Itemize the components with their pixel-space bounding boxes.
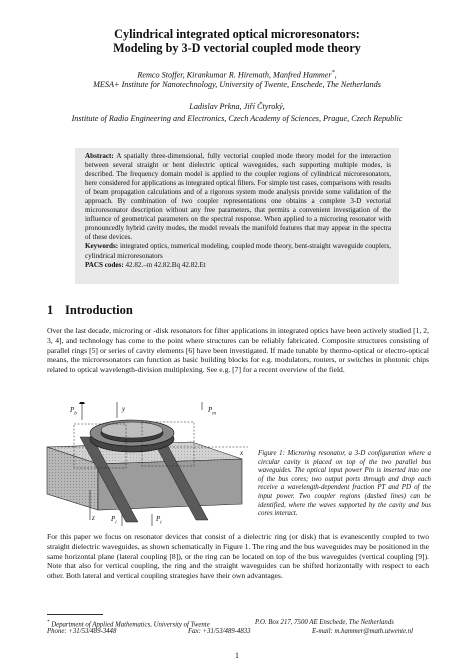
footnote-email: E-mail: m.hammer@math.utwente.nl: [312, 628, 414, 635]
keywords-text: integrated optics, numerical modeling, coupled mode theory, bent-straight waveguide couplers, cylindrical microresonators: [85, 242, 391, 260]
label-pm: $P_m$: [208, 406, 216, 417]
abstract-section: [85, 152, 391, 270]
abstract-label: Abstract:: [85, 152, 114, 160]
paper-title-line-2: Modeling by 3-D vectorial coupled mode theory: [113, 41, 361, 55]
affiliation-1: MESA+ Institute for Nanotechnology, University of Twente, Enschede, The Netherlands: [93, 80, 381, 89]
affiliation-2: Institute of Radio Engineering and Electronics, Czech Academy of Sciences, Prague, Czech Republic: [71, 114, 403, 123]
label-y: y: [122, 405, 126, 413]
intro-paragraph-2: For this paper we focus on resonator devices that consist of a dielectric ring (or disk) that is evanescently coupled to two straight dielectric waveguides, as shown schematically in Figure 1. The ring and the bus waveguides may be positioned in the same horizontal plane (lateral coupling [8]), or the ring can be located on top of the bus waveguides (vertical coupling [9]). Note that also for vertical coupling, the ring and the straight waveguides can be shifted horizontally with respect to each other. Both lateral and vertical coupling strategies have their own advantages.: [47, 532, 429, 580]
figure-1: [42, 402, 249, 527]
author-names-1: Remco Stoffer, Kirankumar R. Hiremath, Manfred Hammer: [137, 70, 332, 80]
paper-title-line-1: Cylindrical integrated optical microresonators:: [114, 27, 360, 41]
footnote-address: P.O. Box 217, 7500 AE Enschede, The Netherlands: [255, 619, 394, 626]
label-z: z: [92, 514, 95, 522]
figure-caption: Figure 1: Microring resonator, a 3-D configuration where a circular cavity is placed on top of the two parallel bus waveguides. The optical input power Pin is inserted into one of the bus cores; two output ports through and drop each receive a wavelength-dependent fraction PT and PD of the input power. Two coupler regions (dashed lines) can be identified, where the waves supported by the cavity and bus cores interact.: [258, 450, 431, 518]
label-pt: $P_t$: [156, 515, 162, 526]
author-footnote-mark: *: [331, 70, 335, 76]
ring-hole: [101, 422, 163, 438]
footnote-dept: * Department of Applied Mathematics, University of Twente: [47, 620, 210, 629]
microring-diagram: [42, 402, 249, 527]
intro-paragraph-1: Over the last decade, microring or -disk resonators for filter applications in integrated optics have been actively studied [1, 2, 3, 4], and technology has come to the point where structures can be reliably fabricated. Composite structures consisting of parallel rings [5] or series of cavity elements [6] have been investigated. If made tunable by thermo-optical or electro-optical means, the microresonators can function as basic building blocks for e.g. modulators, routers, or switches in photonic chips related to optical wavelength-division multiplexing. See e.g. [7] for a recent overview of the field.: [47, 326, 429, 374]
section-number: 1: [47, 303, 54, 317]
label-x: x: [240, 449, 244, 457]
pacs-codes: 42.82.–m 42.82.Bq 42.82.Et: [125, 260, 206, 269]
arrow-pb-head: [79, 402, 85, 404]
keywords-label: Keywords:: [85, 242, 119, 251]
footnote-rule: [47, 614, 103, 615]
footnote-phone: Phone: +31/53/489-3448: [47, 628, 117, 635]
abstract-text: A spatially three-dimensional, fully vectorial coupled mode theory model for the interaction between several straight or bent dielectric optical waveguides, each supporting multiple modes, is described. The frequency domain model is applied to the coupler regions of cylindrical microresonators, here considered for applications as integrated optical filters. For simple test cases, comparisons with results of beam propagation calculations and of a rigorous system mode analysis provide some validation of the approach. By combination of two coupler representations one obtains a complete 3-D vectorial microresonator description without any free parameters, that permits a convenient investigation of the influence of geometrical parameters on the spectral response. When applied to a microring resonator with pronouncedly hybrid cavity modes, the model reveals the manifold features that may appear in the spectra of these devices.: [85, 152, 391, 242]
author-list-2: Ladislav Prkna, Jiří Čtyroký,: [189, 102, 285, 111]
abstract-paragraph: [85, 152, 391, 242]
pacs-label: PACS codes:: [85, 260, 124, 269]
label-pi: $P_i$: [111, 515, 117, 526]
section-title: Introduction: [65, 303, 133, 317]
page-number: 1: [235, 651, 239, 660]
footnote-fax: Fax: +31/53/489-4833: [188, 628, 251, 635]
author-list-1: Remco Stoffer, Kirankumar R. Hiremath, Manfred Hammer*,: [137, 70, 337, 80]
keywords-paragraph: [85, 242, 391, 260]
label-pb: $P_b$: [70, 406, 77, 417]
pacs-paragraph: [85, 261, 391, 270]
section-heading: [47, 303, 133, 318]
